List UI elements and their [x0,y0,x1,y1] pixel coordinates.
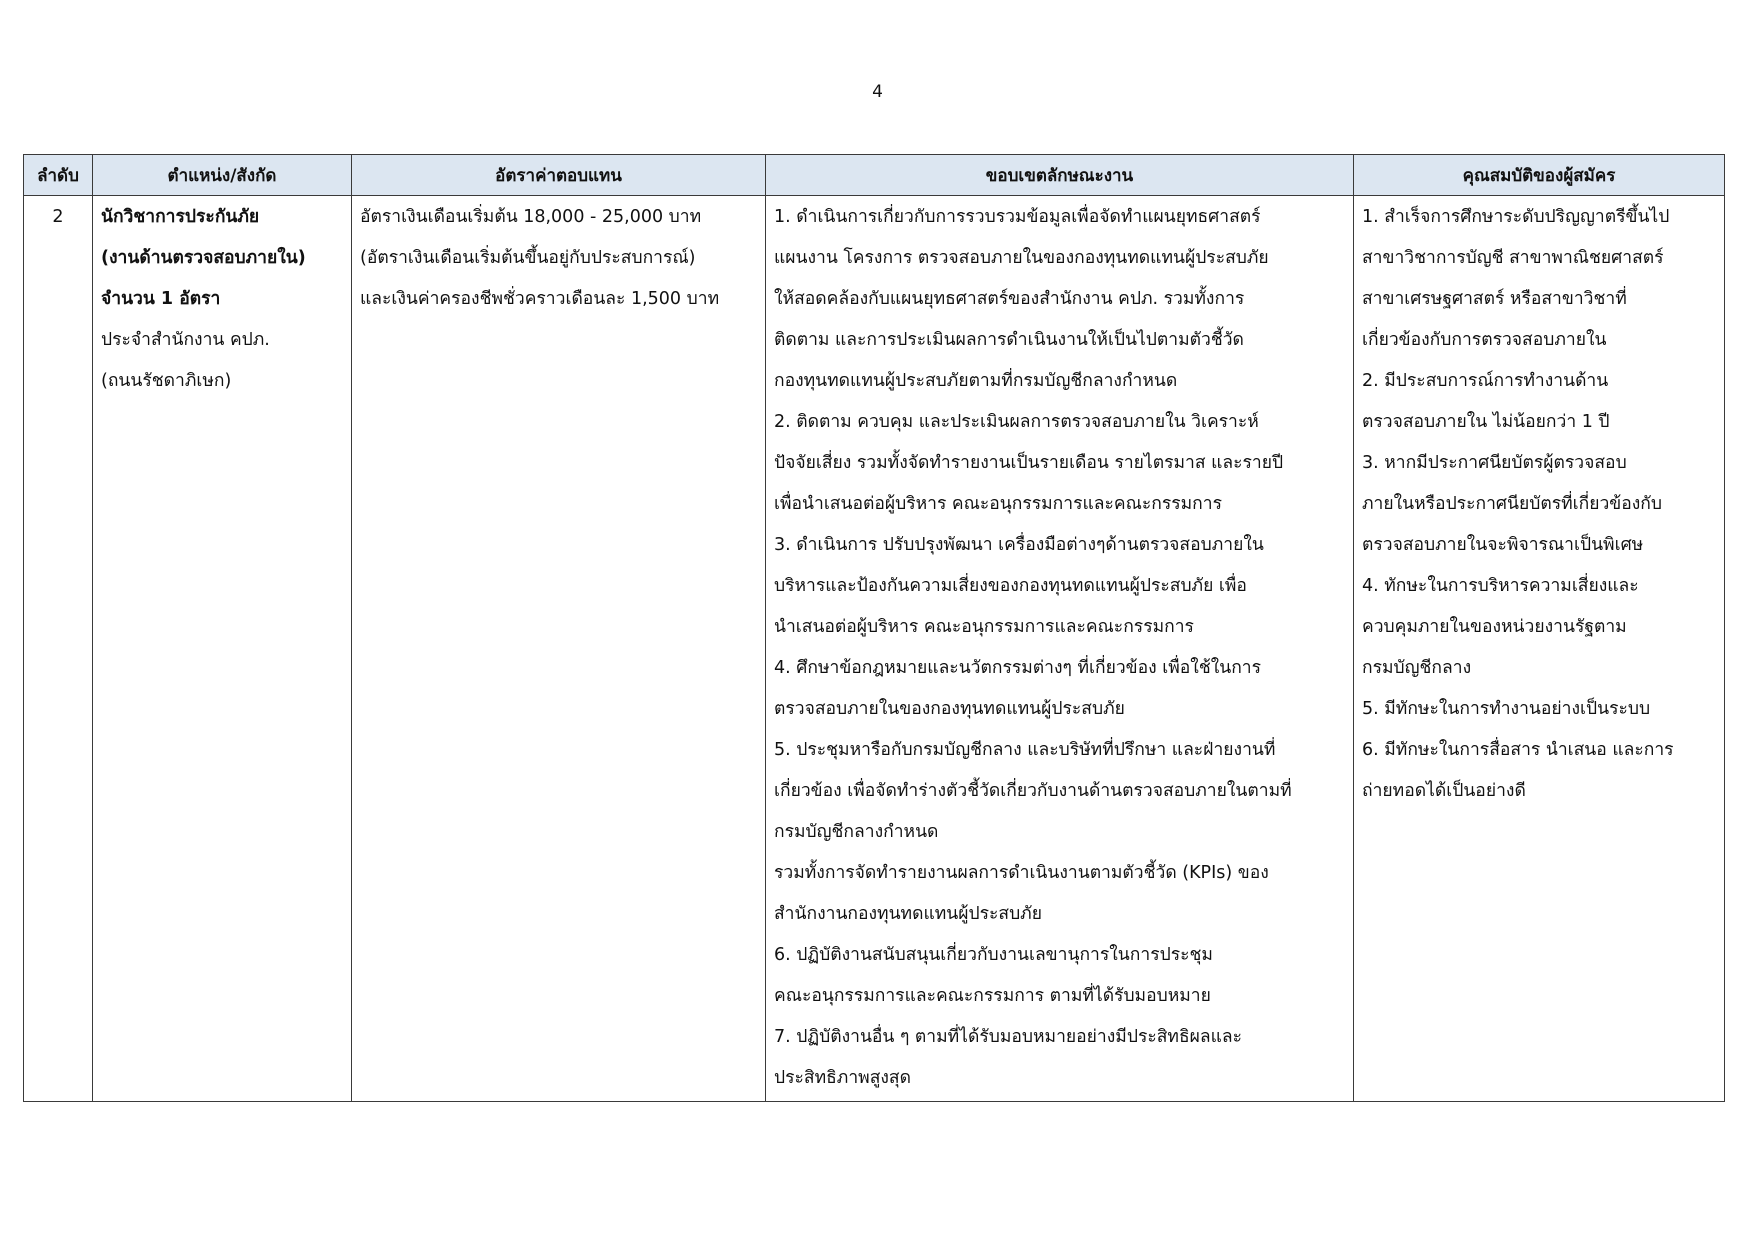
qualification-line: 4. ทักษะในการบริหารความเสี่ยงและ [1362,576,1639,596]
cell-order: 2 [24,196,93,1102]
qualification-line: 1. สำเร็จการศึกษาระดับปริญญาตรีขึ้นไป [1362,207,1670,227]
scope-line: ติดตาม และการประเมินผลการดำเนินงานให้เป็นไปตามตัวชี้วัด [774,330,1244,350]
position-location: (ถนนรัชดาภิเษก) [101,371,232,391]
cell-salary [352,196,766,1102]
salary-line: (อัตราเงินเดือนเริ่มต้นขึ้นอยู่กับประสบการณ์) [360,248,696,268]
scope-line: สำนักงานกองทุนทดแทนผู้ประสบภัย [774,904,1042,924]
scope-line: รวมทั้งการจัดทำรายงานผลการดำเนินงานตามตัวชี้วัด (KPIs) ของ [774,863,1269,883]
salary-line: อัตราเงินเดือนเริ่มต้น 18,000 - 25,000 บาท [360,207,702,227]
cell-position [93,196,352,1102]
scope-line: แผนงาน โครงการ ตรวจสอบภายในของกองทุนทดแทนผู้ประสบภัย [774,248,1269,268]
table-row [24,196,1725,1102]
qualification-line: ควบคุมภายในของหน่วยงานรัฐตาม [1362,617,1627,637]
header-salary: อัตราค่าตอบแทน [352,155,766,196]
qualification-line: ตรวจสอบภายใน ไม่น้อยกว่า 1 ปี [1362,412,1610,432]
qualification-line: เกี่ยวข้องกับการตรวจสอบภายใน [1362,330,1607,350]
position-office: ประจำสำนักงาน คปภ. [101,330,270,350]
scope-line: ให้สอดคล้องกับแผนยุทธศาสตร์ของสำนักงาน คปภ. รวมทั้งการ [774,289,1245,309]
scope-line: กรมบัญชีกลางกำหนด [774,822,939,842]
scope-line: นำเสนอต่อผู้บริหาร คณะอนุกรรมการและคณะกรรมการ [774,617,1194,637]
qualification-line: 6. มีทักษะในการสื่อสาร นำเสนอ และการ [1362,740,1674,760]
position-title: นักวิชาการประกันภัย [101,207,260,227]
cell-scope [766,196,1354,1102]
scope-line: กองทุนทดแทนผู้ประสบภัยตามที่กรมบัญชีกลางกำหนด [774,371,1178,391]
page-number: 4 [872,82,883,102]
qualification-line: สาขาวิชาการบัญชี สาขาพาณิชยศาสตร์ [1362,248,1664,268]
scope-line: คณะอนุกรรมการและคณะกรรมการ ตามที่ได้รับมอบหมาย [774,986,1211,1006]
position-subtitle: (งานด้านตรวจสอบภายใน) [101,248,306,268]
scope-line: บริหารและป้องกันความเสี่ยงของกองทุนทดแทนผู้ประสบภัย เพื่อ [774,576,1247,596]
scope-line: ตรวจสอบภายในของกองทุนทดแทนผู้ประสบภัย [774,699,1125,719]
scope-line: ประสิทธิภาพสูงสุด [774,1068,911,1088]
header-scope: ขอบเขตลักษณะงาน [766,155,1354,196]
cell-qualification [1354,196,1725,1102]
scope-line: 3. ดำเนินการ ปรับปรุงพัฒนา เครื่องมือต่างๆด้านตรวจสอบภายใน [774,535,1264,555]
scope-line: 6. ปฏิบัติงานสนับสนุนเกี่ยวกับงานเลขานุการในการประชุม [774,945,1213,965]
scope-line: เพื่อนำเสนอต่อผู้บริหาร คณะอนุกรรมการและคณะกรรมการ [774,494,1222,514]
scope-line: 1. ดำเนินการเกี่ยวกับการรวบรวมข้อมูลเพื่อจัดทำแผนยุทธศาสตร์ [774,207,1261,227]
qualification-line: 3. หากมีประกาศนียบัตรผู้ตรวจสอบ [1362,453,1627,473]
header-qualification: คุณสมบัติของผู้สมัคร [1354,155,1725,196]
qualification-line: ตรวจสอบภายในจะพิจารณาเป็นพิเศษ [1362,535,1644,555]
header-position: ตำแหน่ง/สังกัด [93,155,352,196]
qualification-line: ถ่ายทอดได้เป็นอย่างดี [1362,781,1526,801]
scope-line: 2. ติดตาม ควบคุม และประเมินผลการตรวจสอบภายใน วิเคราะห์ [774,412,1259,432]
job-table [23,154,1725,1102]
qualification-line: สาขาเศรษฐศาสตร์ หรือสาขาวิชาที่ [1362,289,1627,309]
scope-line: ปัจจัยเสี่ยง รวมทั้งจัดทำรายงานเป็นรายเดือน รายไตรมาส และรายปี [774,453,1284,473]
scope-line: 4. ศึกษาข้อกฎหมายและนวัตกรรมต่างๆ ที่เกี่ยวข้อง เพื่อใช้ในการ [774,658,1262,678]
qualification-line: 5. มีทักษะในการทำงานอย่างเป็นระบบ [1362,699,1651,719]
header-order: ลำดับ [24,155,93,196]
qualification-line: ภายในหรือประกาศนียบัตรที่เกี่ยวข้องกับ [1362,494,1663,514]
salary-line: และเงินค่าครองชีพชั่วคราวเดือนละ 1,500 บาท [360,289,720,309]
qualification-line: กรมบัญชีกลาง [1362,658,1472,678]
qualification-line: 2. มีประสบการณ์การทำงานด้าน [1362,371,1609,391]
scope-line: เกี่ยวข้อง เพื่อจัดทำร่างตัวชี้วัดเกี่ยวกับงานด้านตรวจสอบภายในตามที่ [774,781,1292,801]
scope-line: 5. ประชุมหารือกับกรมบัญชีกลาง และบริษัทที่ปรึกษา และฝ่ายงานที่ [774,740,1276,760]
table-header-row [24,155,1725,196]
position-quota: จำนวน 1 อัตรา [101,289,221,309]
scope-line: 7. ปฏิบัติงานอื่น ๆ ตามที่ได้รับมอบหมายอย่างมีประสิทธิผลและ [774,1027,1243,1047]
